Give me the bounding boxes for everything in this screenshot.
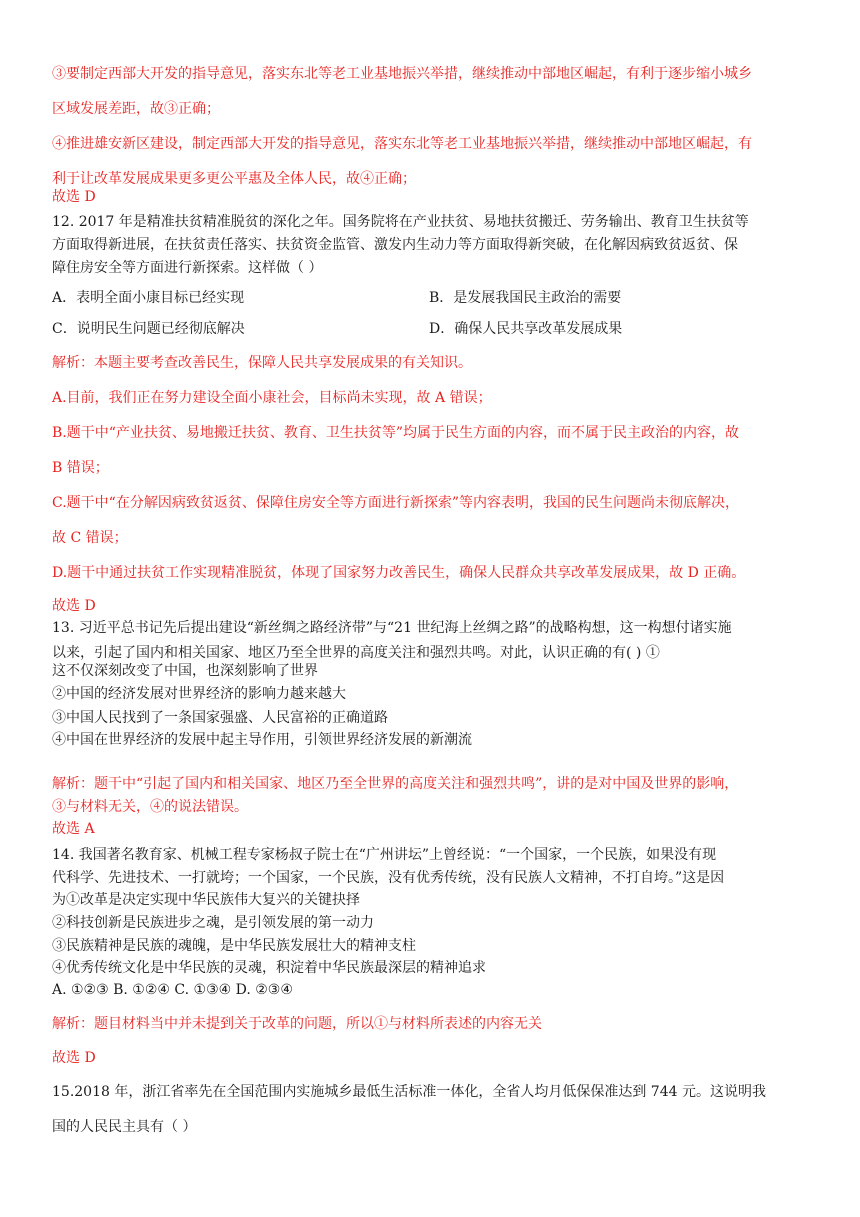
question-stem-line: 13. 习近平总书记先后提出建设“新丝绸之路经济带”与“21 世纪海上丝绸之路”的战略构想，这一构想付诸实施 (52, 620, 732, 636)
analysis-line: 利于让改革发展成果更多更公平惠及全体人民，故④正确； (52, 171, 416, 187)
option-a: A．表明全面小康目标已经实现 (52, 290, 245, 306)
analysis-line: 解析：题目材料当中并未提到关于改革的问题，所以①与材料所表述的内容无关 (52, 1016, 542, 1032)
analysis-line: A.目前，我们正在努力建设全面小康社会，目标尚未实现，故 A 错误； (52, 390, 492, 406)
question-stem-line: ②科技创新是民族进步之魂，是引领发展的第一动力 (52, 915, 374, 931)
question-stem-line: 代科学、先进技术、一打就垮；一个国家，一个民族，没有优秀传统，没有民族人文精神，不打自垮。”这是因 (52, 870, 725, 886)
analysis-line: 解析：本题主要考查改善民生，保障人民共享发展成果的有关知识。 (52, 355, 472, 371)
analysis-line: B.题干中“产业扶贫、易地搬迁扶贫、教育、卫生扶贫等”均属于民生方面的内容，而不属于民主政治的内容，故 (52, 425, 740, 441)
option-b: B．是发展我国民主政治的需要 (429, 290, 622, 306)
analysis-line: C.题干中“在分解因病致贫返贫、保障住房安全等方面进行新探索”等内容表明，我国的民生问题尚未彻底解决， (52, 495, 739, 511)
question-stem-line: 为①改革是决定实现中华民族伟大复兴的关键抉择 (52, 892, 360, 908)
answer-line: 故选 D (52, 1050, 96, 1066)
answer-line: 故选 A (52, 821, 95, 837)
answer-line: 故选 D (52, 598, 96, 614)
question-stem-line: 国的人民民主具有（ ） (52, 1119, 197, 1135)
analysis-line: 区域发展差距，故③正确； (52, 101, 220, 117)
question-stem-line: ④中国在世界经济的发展中起主导作用，引领世界经济发展的新潮流 (52, 732, 472, 748)
question-stem-line: 这不仅深刻改变了中国，也深刻影响了世界 (52, 663, 318, 679)
answer-line: 故选 D (52, 189, 96, 205)
analysis-line: D.题干中通过扶贫工作实现精准脱贫，体现了国家努力改善民生，确保人民群众共享改革发展成果，故 D 正确。 (52, 565, 746, 581)
analysis-line: 解析：题干中“引起了国内和相关国家、地区乃至全世界的高度关注和强烈共鸣”，讲的是对中国及世界的影响， (52, 776, 739, 792)
analysis-line: ③与材料无关，④的说法错误。 (52, 799, 248, 815)
question-stem-line: 14. 我国著名教育家、机械工程专家杨叔子院士在“广州讲坛”上曾经说：“一个国家，一个民族，如果没有现 (52, 847, 717, 863)
question-stem-line: 障住房安全等方面进行新探索。这样做（ ） (52, 260, 323, 276)
analysis-line: 故 C 错误； (52, 530, 128, 546)
question-stem-line: ③中国人民找到了一条国家强盛、人民富裕的正确道路 (52, 710, 388, 726)
question-stem-line: ②中国的经济发展对世界经济的影响力越来越大 (52, 686, 346, 702)
question-stem-line: ④优秀传统文化是中华民族的灵魂，积淀着中华民族最深层的精神追求 (52, 960, 486, 976)
question-stem-line: 12. 2017 年是精准扶贫精准脱贫的深化之年。国务院将在产业扶贫、易地扶贫搬迁、劳务输出、教育卫生扶贫等 (52, 214, 749, 230)
option-d: D．确保人民共享改革发展成果 (429, 321, 623, 337)
options-line: A. ①②③ B. ①②④ C. ①③④ D. ②③④ (52, 982, 293, 998)
question-stem-line: ③民族精神是民族的魂魄，是中华民族发展壮大的精神支柱 (52, 938, 416, 954)
analysis-line: ④推进雄安新区建设，制定西部大开发的指导意见，落实东北等老工业基地振兴举措，继续推动中部地区崛起，有 (52, 136, 752, 152)
question-stem-line: 15.2018 年，浙江省率先在全国范围内实施城乡最低生活标准一体化，全省人均月低保保准达到 744 元。这说明我 (52, 1084, 766, 1100)
analysis-line: B 错误； (52, 460, 109, 476)
question-stem-line: 方面取得新进展，在扶贫责任落实、扶贫资金监管、激发内生动力等方面取得新突破，在化解因病致贫返贫、保 (52, 237, 738, 253)
analysis-line: ③要制定西部大开发的指导意见，落实东北等老工业基地振兴举措，继续推动中部地区崛起，有利于逐步缩小城乡 (52, 66, 752, 82)
option-c: C．说明民生问题已经彻底解决 (52, 321, 245, 337)
question-stem-line: 以来，引起了国内和相关国家、地区乃至全世界的高度关注和强烈共鸣。对此，认识正确的有( ) ① (52, 645, 660, 661)
